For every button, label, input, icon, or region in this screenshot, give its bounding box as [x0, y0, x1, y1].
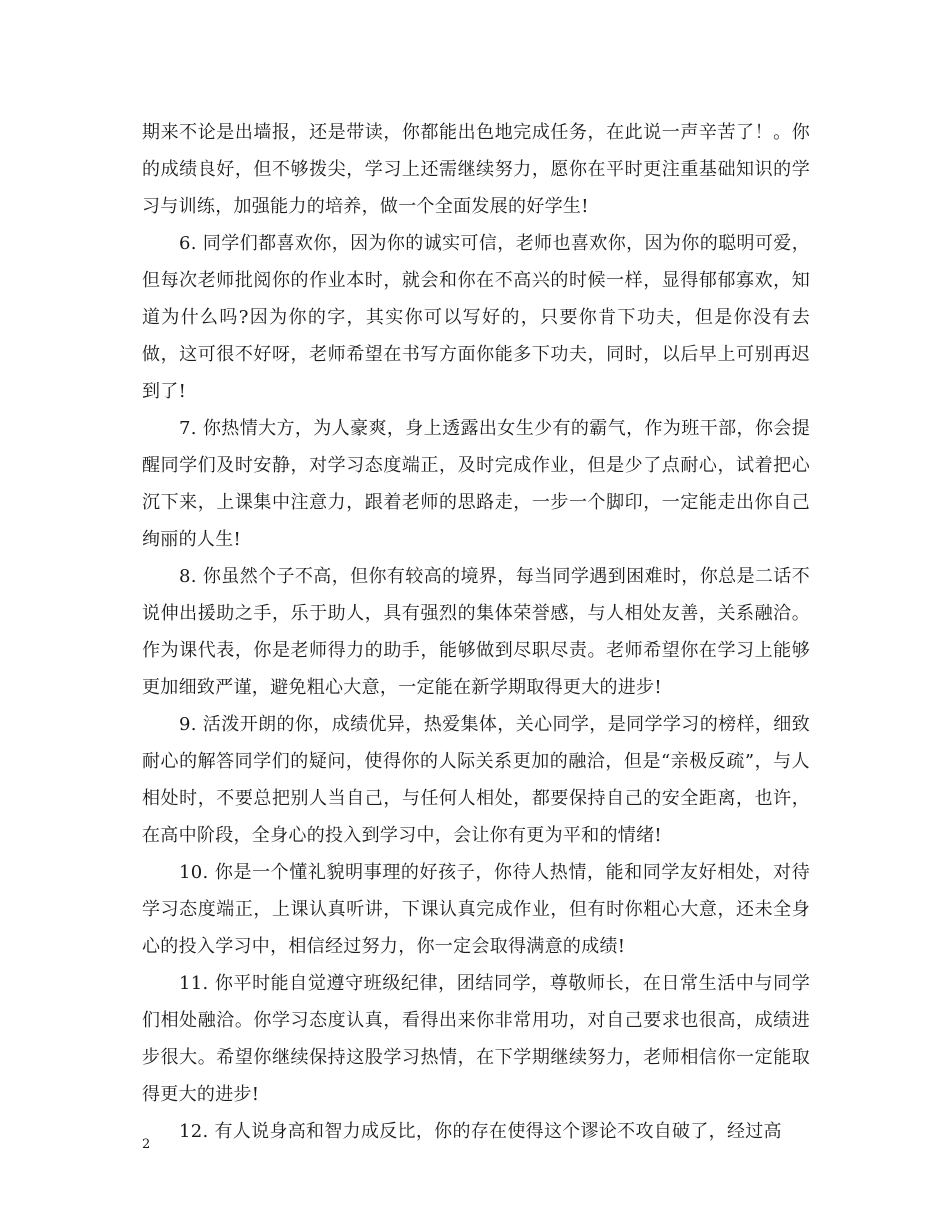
paragraph-comment-7: 7. 你热情大方，为人豪爽，身上透露出女生少有的霸气，作为班干部，你会提醒同学们及时安静，对学习态度端正，及时完成作业，但是少了点耐心，试着把心沉下来，上课集中注意力，跟着老师的思路走，一步一个脚印，一定能走出你自己绚丽的人生! — [142, 418, 810, 550]
paragraph-comment-9: 9. 活泼开朗的你，成绩优异，热爱集体，关心同学，是同学学习的榜样，细致耐心的解答同学们的疑问，使得你的人际关系更加的融洽，但是“亲极反疏”，与人相处时，不要总把别人当自己，与任何人相处，都要保持自己的安全距离，也许，在高中阶段，全身心的投入到学习中，会让你有更为平和的情绪! — [142, 714, 810, 846]
paragraph-comment-11: 11. 你平时能自觉遵守班级纪律，团结同学，尊敬师长，在日常生活中与同学们相处融洽。你学习态度认真，看得出来你非常用功，对自己要求也很高，成绩进步很大。希望你继续保持这股学习热情，在下学期继续努力，老师相信你一定能取得更大的进步! — [142, 973, 810, 1105]
page-content — [142, 114, 810, 1150]
paragraph-comment-6: 6. 同学们都喜欢你，因为你的诚实可信，老师也喜欢你，因为你的聪明可爱，但每次老师批阅你的作业本时，就会和你在不高兴的时候一样，显得郁郁寡欢，知道为什么吗?因为你的字，其实你可以写好的，只要你肯下功夫，但是你没有去做，这可很不好呀，老师希望在书写方面你能多下功夫，同时，以后早上可别再迟到了! — [142, 233, 810, 402]
paragraph-comment-10: 10. 你是一个懂礼貌明事理的好孩子，你待人热情，能和同学友好相处，对待学习态度端正，上课认真听讲，下课认真完成作业，但有时你粗心大意，还未全身心的投入学习中，相信经过努力，你一定会取得满意的成绩! — [142, 862, 810, 957]
page-number: 2 — [142, 1137, 151, 1152]
paragraph-comment-8: 8. 你虽然个子不高，但你有较高的境界，每当同学遇到困难时，你总是二话不说伸出援助之手，乐于助人，具有强烈的集体荣誉感，与人相处友善，关系融洽。作为课代表，你是老师得力的助手，能够做到尽职尽责。老师希望你在学习上能够更加细致严谨，避免粗心大意，一定能在新学期取得更大的进步! — [142, 566, 810, 698]
paragraph-continued: 期来不论是出墙报，还是带读，你都能出色地完成任务，在此说一声辛苦了！。你的成绩良好，但不够拨尖，学习上还需继续努力，愿你在平时更注重基础知识的学习与训练，加强能力的培养，做一个全面发展的好学生! — [142, 122, 810, 217]
paragraph-comment-12: 12. 有人说身高和智力成反比，你的存在使得这个谬论不攻自破了，经过高 — [179, 1121, 782, 1142]
